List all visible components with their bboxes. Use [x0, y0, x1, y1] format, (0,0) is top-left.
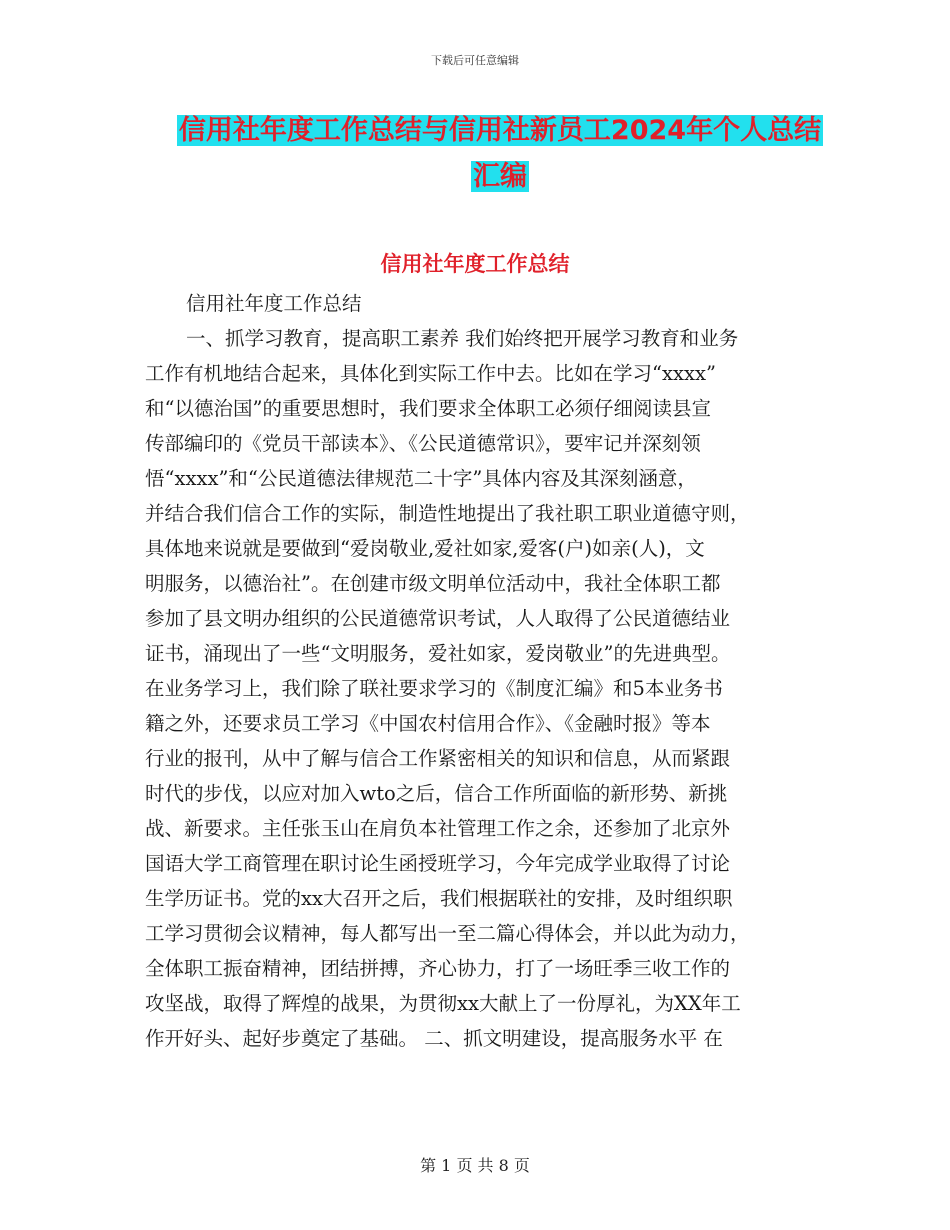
body-line: 和“以德治国”的重要思想时，我们要求全体职工必须仔细阅读县宣	[145, 397, 711, 420]
body-line: 战、新要求。主任张玉山在肩负本社管理工作之余，还参加了北京外	[145, 817, 731, 840]
body-line: 作开好头、起好步奠定了基础。 二、抓文明建设，提高服务水平 在	[145, 1027, 723, 1050]
body-line: 籍之外，还要求员工学习《中国农村信用合作》、《金融时报》等本	[145, 712, 711, 735]
body-line: 具体地来说就是要做到“爱岗敬业,爱社如家,爱客(户)如亲(人)，文	[145, 537, 705, 560]
body-line: 国语大学工商管理在职讨论生函授班学习，今年完成学业取得了讨论	[145, 852, 731, 875]
body-line: 并结合我们信合工作的实际，制造性地提出了我社职工职业道德守则，	[145, 502, 750, 525]
body-line: 生学历证书。党的xx大召开之后，我们根据联社的安排，及时组织职	[145, 887, 733, 910]
body-line: 传部编印的《党员干部读本》、《公民道德常识》，要牢记并深刻领	[145, 432, 701, 455]
body-line: 工作有机地结合起来，具体化到实际工作中去。比如在学习“xxxx”	[145, 362, 716, 385]
body-line: 悟“xxxx”和“公民道德法律规范二十字”具体内容及其深刻涵意，	[145, 467, 697, 490]
header-note: 下载后可任意编辑	[431, 54, 519, 67]
body-line: 参加了县文明办组织的公民道德常识考试，人人取得了公民道德结业	[145, 607, 731, 630]
body-line: 证书，涌现出了一些“文明服务，爱社如家，爱岗敬业”的先进典型。	[145, 642, 731, 665]
body-line: 明服务，以德治社”。在创建市级文明单位活动中，我社全体职工都	[145, 572, 721, 595]
body-line: 一、抓学习教育，提高职工素养 我们始终把开展学习教育和业务	[186, 327, 739, 350]
body-line: 在业务学习上，我们除了联社要求学习的《制度汇编》和5本业务书	[145, 677, 723, 700]
page-footer: 第 1 页 共 8 页	[420, 1156, 530, 1175]
document-title-line-1: 信用社年度工作总结与信用社新员工2024年个人总结	[178, 115, 822, 146]
body-line: 时代的步伐，以应对加入wto之后，信合工作所面临的新形势、新挑	[145, 782, 728, 805]
body-line: 全体职工振奋精神，团结拼搏，齐心协力，打了一场旺季三收工作的	[145, 957, 731, 980]
document-title-line-2: 汇编	[473, 161, 527, 192]
section-title: 信用社年度工作总结	[380, 252, 570, 276]
body-line: 工学习贯彻会议精神，每人都写出一至二篇心得体会，并以此为动力，	[145, 922, 750, 945]
body-line: 行业的报刊，从中了解与信合工作紧密相关的知识和信息，从而紧跟	[145, 747, 731, 770]
body-text	[145, 286, 805, 1056]
body-line: 攻坚战，取得了辉煌的战果，为贯彻xx大献上了一份厚礼，为XX年工	[145, 992, 741, 1015]
paragraph-heading: 信用社年度工作总结	[186, 292, 362, 315]
document-title	[140, 108, 860, 200]
